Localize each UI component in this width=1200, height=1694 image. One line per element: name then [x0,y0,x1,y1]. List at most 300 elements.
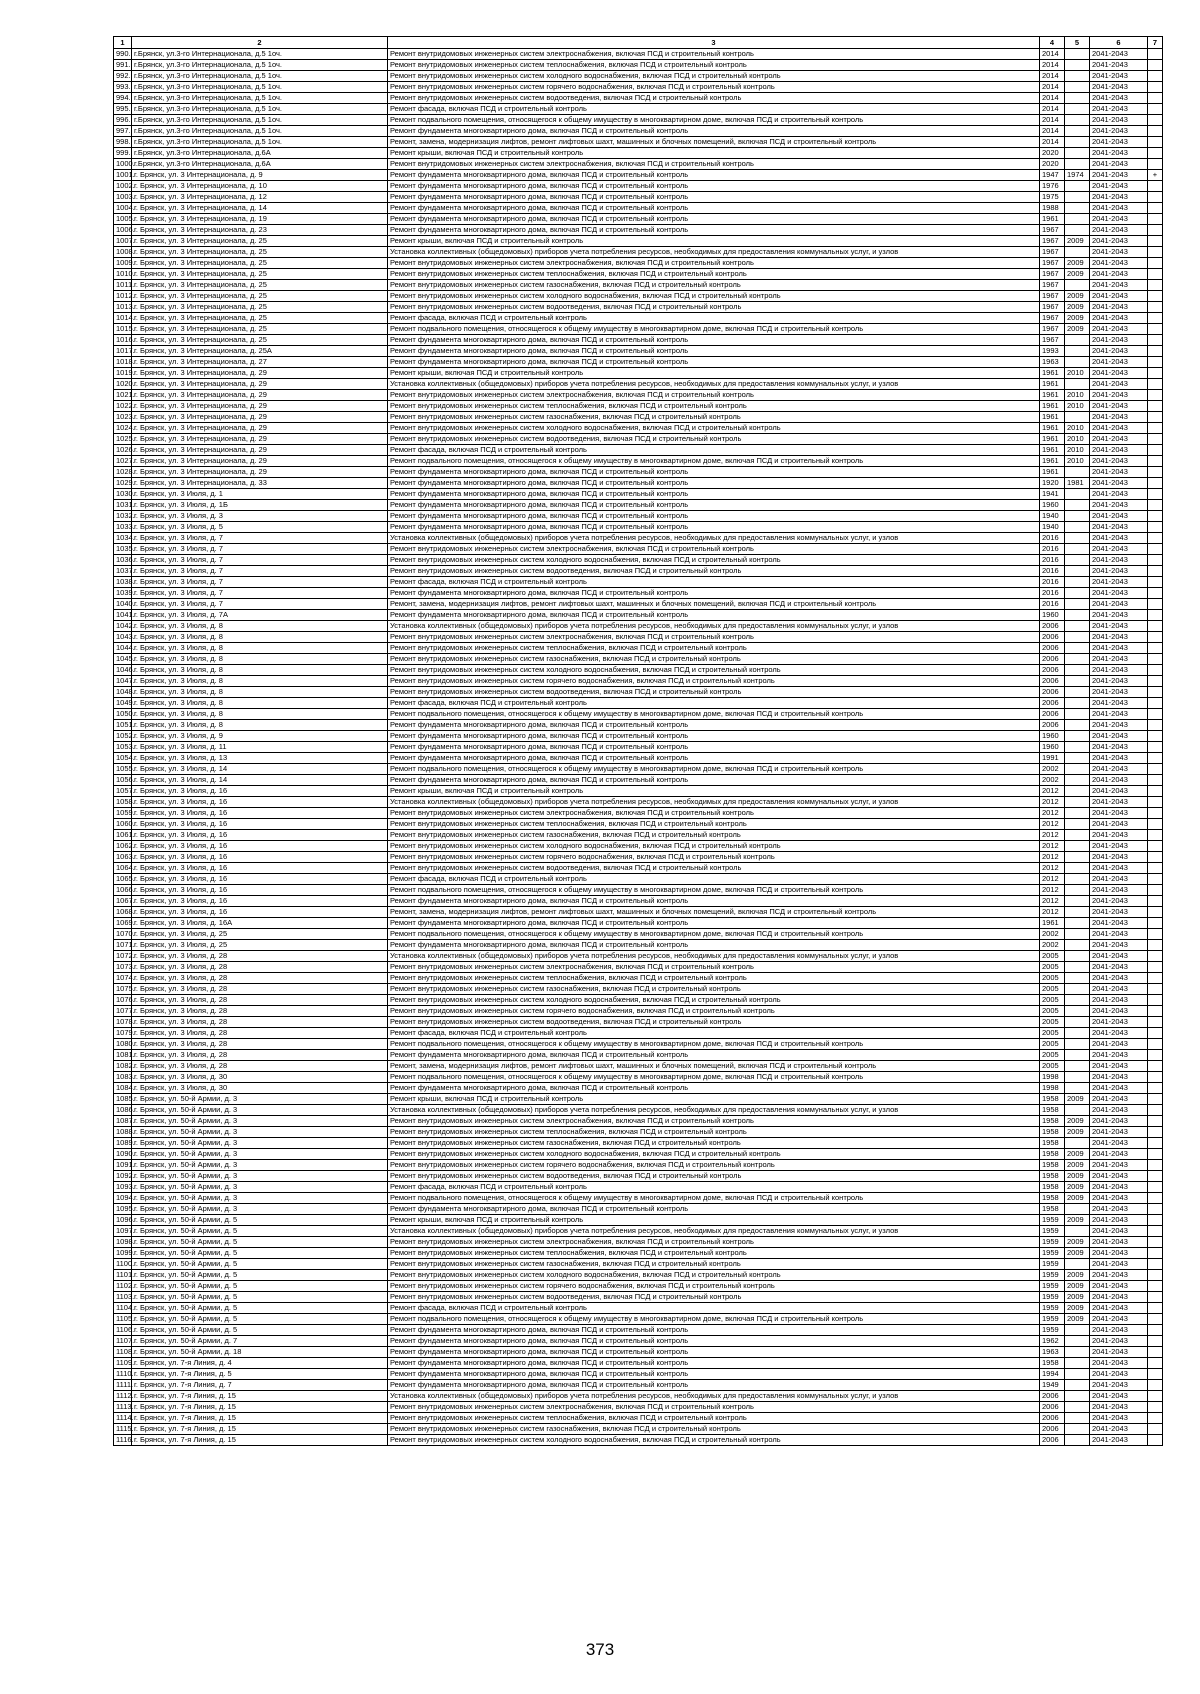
planned-period-cell: 2041-2043 [1090,302,1148,313]
table-row [114,1369,1163,1380]
work-type-cell: Установка коллективных (общедомовых) приборов учета потребления ресурсов, необходимых для предоставления коммунальных услуг, и узлов [388,1226,1040,1237]
work-type-cell: Ремонт внутридомовых инженерных систем холодного водоснабжения, включая ПСД и строительный контроль [388,1435,1040,1446]
planned-period-cell: 2041-2043 [1090,1127,1148,1138]
row-number-cell: 992. [114,71,132,82]
address-cell: г. Брянск, ул. 3 Интернационала, д. 29 [132,423,388,434]
build-year-cell: 2006 [1040,1391,1065,1402]
row-number-cell: 1045. [114,654,132,665]
row-number-cell: 1015. [114,324,132,335]
build-year-cell: 1963 [1040,1347,1065,1358]
mark-cell [1148,1336,1163,1347]
address-cell: г. Брянск, ул. 50-й Армии, д. 3 [132,1149,388,1160]
mark-cell [1148,1281,1163,1292]
row-number-cell: 1038. [114,577,132,588]
table-row [114,445,1163,456]
mark-cell [1148,555,1163,566]
address-cell: г. Брянск, ул. 3 Интернационала, д. 25 [132,324,388,335]
row-number-cell: 1091. [114,1160,132,1171]
row-number-cell: 1081. [114,1050,132,1061]
work-type-cell: Ремонт внутридомовых инженерных систем газоснабжения, включая ПСД и строительный контроль [388,654,1040,665]
planned-period-cell: 2041-2043 [1090,555,1148,566]
planned-period-cell: 2041-2043 [1090,291,1148,302]
build-year-cell: 1959 [1040,1303,1065,1314]
mark-cell [1148,1391,1163,1402]
build-year-cell: 2005 [1040,1028,1065,1039]
address-cell: г. Брянск, ул. 3 Июля, д. 28 [132,1017,388,1028]
planned-period-cell: 2041-2043 [1090,885,1148,896]
address-cell: г. Брянск, ул. 3 Июля, д. 8 [132,687,388,698]
build-year-cell: 1940 [1040,522,1065,533]
table-row [114,907,1163,918]
planned-period-cell: 2041-2043 [1090,1391,1148,1402]
planned-period-cell: 2041-2043 [1090,511,1148,522]
table-row [114,577,1163,588]
row-number-cell: 1014. [114,313,132,324]
planned-period-cell: 2041-2043 [1090,962,1148,973]
address-cell: г. Брянск, ул. 3 Июля, д. 8 [132,654,388,665]
planned-period-cell: 2041-2043 [1090,610,1148,621]
build-year-cell: 2006 [1040,709,1065,720]
repair-year-cell [1065,1259,1090,1270]
table-row [114,1072,1163,1083]
repair-year-cell [1065,720,1090,731]
planned-period-cell: 2041-2043 [1090,1116,1148,1127]
address-cell: г. Брянск, ул. 3 Июля, д. 28 [132,995,388,1006]
build-year-cell: 2016 [1040,555,1065,566]
repair-year-cell: 2009 [1065,236,1090,247]
address-cell: г. Брянск, ул. 3 Интернационала, д. 29 [132,368,388,379]
mark-cell [1148,863,1163,874]
planned-period-cell: 2041-2043 [1090,522,1148,533]
row-number-cell: 1022. [114,401,132,412]
work-type-cell: Ремонт внутридомовых инженерных систем электроснабжения, включая ПСД и строительный контроль [388,390,1040,401]
address-cell: г. Брянск, ул. 50-й Армии, д. 18 [132,1347,388,1358]
repair-year-cell: 2009 [1065,1215,1090,1226]
planned-period-cell: 2041-2043 [1090,137,1148,148]
table-row [114,1061,1163,1072]
build-year-cell: 1962 [1040,1336,1065,1347]
repair-year-cell: 2010 [1065,401,1090,412]
row-number-cell: 1059. [114,808,132,819]
work-type-cell: Ремонт, замена, модернизация лифтов, ремонт лифтовых шахт, машинных и блочных помещений, включая ПСД и строительный контроль [388,907,1040,918]
address-cell: г. Брянск, ул. 7-я Линия, д. 5 [132,1369,388,1380]
table-row [114,1215,1163,1226]
repair-year-cell [1065,489,1090,500]
address-cell: г. Брянск, ул. 50-й Армии, д. 5 [132,1292,388,1303]
row-number-cell: 1085. [114,1094,132,1105]
work-type-cell: Ремонт внутридомовых инженерных систем горячего водоснабжения, включая ПСД и строительный контроль [388,82,1040,93]
planned-period-cell: 2041-2043 [1090,1039,1148,1050]
mark-cell [1148,1380,1163,1391]
build-year-cell: 1961 [1040,412,1065,423]
work-type-cell: Ремонт внутридомовых инженерных систем холодного водоснабжения, включая ПСД и строительный контроль [388,995,1040,1006]
header-cell-4: 4 [1040,37,1065,49]
planned-period-cell: 2041-2043 [1090,951,1148,962]
row-number-cell: 999. [114,148,132,159]
row-number-cell: 1046. [114,665,132,676]
table-row [114,918,1163,929]
work-type-cell: Ремонт подвального помещения, относящегося к общему имуществу в многоквартирном доме, включая ПСД и строительный контроль [388,885,1040,896]
row-number-cell: 1025. [114,434,132,445]
address-cell: г. Брянск, ул. 50-й Армии, д. 3 [132,1182,388,1193]
mark-cell [1148,49,1163,60]
planned-period-cell: 2041-2043 [1090,170,1148,181]
mark-cell [1148,885,1163,896]
planned-period-cell: 2041-2043 [1090,841,1148,852]
address-cell: г. Брянск, ул. 3 Июля, д. 30 [132,1072,388,1083]
work-type-cell: Ремонт фундамента многоквартирного дома, включая ПСД и строительный контроль [388,742,1040,753]
planned-period-cell: 2041-2043 [1090,1435,1148,1446]
table-row [114,1094,1163,1105]
address-cell: г. Брянск, ул. 3 Интернационала, д. 10 [132,181,388,192]
work-type-cell: Ремонт внутридомовых инженерных систем газоснабжения, включая ПСД и строительный контроль [388,280,1040,291]
planned-period-cell: 2041-2043 [1090,1380,1148,1391]
work-type-cell: Ремонт внутридомовых инженерных систем водоотведения, включая ПСД и строительный контроль [388,1171,1040,1182]
table-row [114,313,1163,324]
row-number-cell: 1026. [114,445,132,456]
table-row [114,115,1163,126]
table-row [114,610,1163,621]
work-type-cell: Ремонт крыши, включая ПСД и строительный контроль [388,236,1040,247]
work-type-cell: Ремонт фундамента многоквартирного дома, включая ПСД и строительный контроль [388,467,1040,478]
address-cell: г.Брянск, ул.3-го Интернационала, д.5 1оч. [132,60,388,71]
build-year-cell: 2002 [1040,764,1065,775]
row-number-cell: 1042. [114,621,132,632]
row-number-cell: 1011. [114,280,132,291]
row-number-cell: 1053. [114,742,132,753]
row-number-cell: 1062. [114,841,132,852]
mark-cell [1148,764,1163,775]
address-cell: г. Брянск, ул. 3 Интернационала, д. 25 [132,313,388,324]
repair-year-cell [1065,830,1090,841]
repair-year-cell [1065,379,1090,390]
table-row [114,1259,1163,1270]
planned-period-cell: 2041-2043 [1090,720,1148,731]
repair-year-cell [1065,247,1090,258]
row-number-cell: 1007. [114,236,132,247]
planned-period-cell: 2041-2043 [1090,1072,1148,1083]
planned-period-cell: 2041-2043 [1090,1248,1148,1259]
repair-year-cell [1065,709,1090,720]
planned-period-cell: 2041-2043 [1090,995,1148,1006]
build-year-cell: 1967 [1040,291,1065,302]
mark-cell [1148,71,1163,82]
address-cell: г. Брянск, ул. 3 Июля, д. 16 [132,852,388,863]
repair-year-cell [1065,621,1090,632]
build-year-cell: 2005 [1040,1039,1065,1050]
row-number-cell: 1076. [114,995,132,1006]
row-number-cell: 1105. [114,1314,132,1325]
address-cell: г. Брянск, ул. 3 Июля, д. 28 [132,1050,388,1061]
address-cell: г. Брянск, ул. 3 Июля, д. 1 [132,489,388,500]
row-number-cell: 1101. [114,1270,132,1281]
planned-period-cell: 2041-2043 [1090,874,1148,885]
row-number-cell: 1079. [114,1028,132,1039]
build-year-cell: 1941 [1040,489,1065,500]
address-cell: г. Брянск, ул. 3 Интернационала, д. 29 [132,456,388,467]
row-number-cell: 1070. [114,929,132,940]
address-cell: г. Брянск, ул. 3 Июля, д. 7А [132,610,388,621]
planned-period-cell: 2041-2043 [1090,775,1148,786]
repair-year-cell: 1981 [1065,478,1090,489]
planned-period-cell: 2041-2043 [1090,731,1148,742]
repair-year-cell [1065,71,1090,82]
build-year-cell: 2012 [1040,819,1065,830]
table-row [114,346,1163,357]
table-row [114,1083,1163,1094]
build-year-cell: 1958 [1040,1193,1065,1204]
work-type-cell: Ремонт внутридомовых инженерных систем водоотведения, включая ПСД и строительный контроль [388,687,1040,698]
planned-period-cell: 2041-2043 [1090,1424,1148,1435]
build-year-cell: 1958 [1040,1127,1065,1138]
table-row [114,1281,1163,1292]
work-type-cell: Ремонт фундамента многоквартирного дома, включая ПСД и строительный контроль [388,335,1040,346]
build-year-cell: 2005 [1040,1017,1065,1028]
build-year-cell: 2005 [1040,1006,1065,1017]
work-type-cell: Ремонт внутридомовых инженерных систем электроснабжения, включая ПСД и строительный контроль [388,258,1040,269]
mark-cell [1148,181,1163,192]
header-row [114,37,1163,49]
repair-year-cell [1065,1391,1090,1402]
work-type-cell: Ремонт фундамента многоквартирного дома, включая ПСД и строительный контроль [388,357,1040,368]
work-type-cell: Ремонт внутридомовых инженерных систем горячего водоснабжения, включая ПСД и строительный контроль [388,1281,1040,1292]
row-number-cell: 1044. [114,643,132,654]
work-type-cell: Ремонт внутридомовых инженерных систем холодного водоснабжения, включая ПСД и строительный контроль [388,71,1040,82]
table-row [114,82,1163,93]
work-type-cell: Ремонт фасада, включая ПСД и строительный контроль [388,1182,1040,1193]
row-number-cell: 1094. [114,1193,132,1204]
table-row [114,401,1163,412]
planned-period-cell: 2041-2043 [1090,478,1148,489]
mark-cell [1148,852,1163,863]
planned-period-cell: 2041-2043 [1090,181,1148,192]
mark-cell [1148,1270,1163,1281]
row-number-cell: 996. [114,115,132,126]
mark-cell [1148,1182,1163,1193]
repair-year-cell [1065,1072,1090,1083]
table-row [114,797,1163,808]
repair-year-cell [1065,786,1090,797]
mark-cell [1148,962,1163,973]
build-year-cell: 1959 [1040,1248,1065,1259]
work-type-cell: Ремонт внутридомовых инженерных систем водоотведения, включая ПСД и строительный контроль [388,302,1040,313]
build-year-cell: 1967 [1040,225,1065,236]
mark-cell [1148,1237,1163,1248]
work-type-cell: Ремонт внутридомовых инженерных систем горячего водоснабжения, включая ПСД и строительный контроль [388,676,1040,687]
planned-period-cell: 2041-2043 [1090,1413,1148,1424]
row-number-cell: 1116. [114,1435,132,1446]
header-cell-7: 7 [1148,37,1163,49]
build-year-cell: 1998 [1040,1083,1065,1094]
address-cell: г. Брянск, ул. 3 Интернационала, д. 25 [132,280,388,291]
mark-cell [1148,1105,1163,1116]
build-year-cell: 2016 [1040,566,1065,577]
mark-cell [1148,709,1163,720]
build-year-cell: 2020 [1040,159,1065,170]
repair-year-cell: 2009 [1065,1270,1090,1281]
address-cell: г. Брянск, ул. 3 Июля, д. 16 [132,808,388,819]
address-cell: г. Брянск, ул. 50-й Армии, д. 5 [132,1237,388,1248]
mark-cell [1148,1413,1163,1424]
planned-period-cell: 2041-2043 [1090,1006,1148,1017]
repair-year-cell: 2009 [1065,1171,1090,1182]
address-cell: г. Брянск, ул. 50-й Армии, д. 3 [132,1116,388,1127]
mark-cell [1148,643,1163,654]
work-type-cell: Ремонт, замена, модернизация лифтов, ремонт лифтовых шахт, машинных и блочных помещений, включая ПСД и строительный контроль [388,137,1040,148]
repair-year-cell: 2009 [1065,1116,1090,1127]
table-row [114,764,1163,775]
table-row [114,962,1163,973]
row-number-cell: 1102. [114,1281,132,1292]
repair-year-cell [1065,280,1090,291]
address-cell: г. Брянск, ул. 3 Интернационала, д. 29 [132,379,388,390]
row-number-cell: 1043. [114,632,132,643]
repair-year-cell [1065,1347,1090,1358]
work-type-cell: Ремонт фасада, включая ПСД и строительный контроль [388,104,1040,115]
address-cell: г. Брянск, ул. 3 Июля, д. 16 [132,874,388,885]
table-row [114,1171,1163,1182]
repair-year-cell [1065,731,1090,742]
table-row [114,522,1163,533]
mark-cell [1148,940,1163,951]
planned-period-cell: 2041-2043 [1090,940,1148,951]
row-number-cell: 1072. [114,951,132,962]
work-type-cell: Ремонт подвального помещения, относящегося к общему имуществу в многоквартирном доме, включая ПСД и строительный контроль [388,456,1040,467]
build-year-cell: 2006 [1040,687,1065,698]
address-cell: г. Брянск, ул. 50-й Армии, д. 5 [132,1215,388,1226]
work-type-cell: Ремонт фундамента многоквартирного дома, включая ПСД и строительный контроль [388,181,1040,192]
mark-cell [1148,258,1163,269]
work-type-cell: Ремонт внутридомовых инженерных систем теплоснабжения, включая ПСД и строительный контроль [388,60,1040,71]
table-row [114,808,1163,819]
work-type-cell: Установка коллективных (общедомовых) приборов учета потребления ресурсов, необходимых для предоставления коммунальных услуг, и узлов [388,951,1040,962]
table-row [114,1105,1163,1116]
mark-cell [1148,104,1163,115]
repair-year-cell [1065,1325,1090,1336]
mark-cell [1148,588,1163,599]
address-cell: г. Брянск, ул. 3 Июля, д. 14 [132,775,388,786]
table-row [114,1303,1163,1314]
repair-year-cell [1065,357,1090,368]
table-row [114,720,1163,731]
address-cell: г.Брянск, ул.3-го Интернационала, д.6А [132,148,388,159]
address-cell: г. Брянск, ул. 50-й Армии, д. 5 [132,1314,388,1325]
mark-cell [1148,335,1163,346]
build-year-cell: 2006 [1040,1413,1065,1424]
repair-year-cell: 2009 [1065,1248,1090,1259]
mark-cell [1148,797,1163,808]
planned-period-cell: 2041-2043 [1090,49,1148,60]
planned-period-cell: 2041-2043 [1090,830,1148,841]
address-cell: г. Брянск, ул. 3 Июля, д. 8 [132,720,388,731]
table-row [114,1358,1163,1369]
address-cell: г. Брянск, ул. 50-й Армии, д. 3 [132,1094,388,1105]
repair-year-cell [1065,137,1090,148]
repair-year-cell [1065,918,1090,929]
table-row [114,1402,1163,1413]
build-year-cell: 1975 [1040,192,1065,203]
repair-year-cell [1065,1402,1090,1413]
address-cell: г. Брянск, ул. 3 Июля, д. 8 [132,665,388,676]
build-year-cell: 1958 [1040,1171,1065,1182]
repair-year-cell [1065,203,1090,214]
work-type-cell: Ремонт внутридомовых инженерных систем газоснабжения, включая ПСД и строительный контроль [388,412,1040,423]
planned-period-cell: 2041-2043 [1090,1149,1148,1160]
mark-cell [1148,478,1163,489]
row-number-cell: 1113. [114,1402,132,1413]
address-cell: г.Брянск, ул.3-го Интернационала, д.5 1оч. [132,49,388,60]
table-row [114,203,1163,214]
table-row [114,225,1163,236]
build-year-cell: 2016 [1040,588,1065,599]
mark-cell [1148,533,1163,544]
work-type-cell: Ремонт фундамента многоквартирного дома, включая ПСД и строительный контроль [388,1336,1040,1347]
work-type-cell: Ремонт фундамента многоквартирного дома, включая ПСД и строительный контроль [388,126,1040,137]
address-cell: г. Брянск, ул. 3 Интернационала, д. 29 [132,390,388,401]
mark-cell [1148,1435,1163,1446]
mark-cell [1148,599,1163,610]
table-row [114,643,1163,654]
table-row [114,588,1163,599]
planned-period-cell: 2041-2043 [1090,1226,1148,1237]
table-row [114,885,1163,896]
planned-period-cell: 2041-2043 [1090,533,1148,544]
build-year-cell: 2005 [1040,1061,1065,1072]
repair-year-cell [1065,500,1090,511]
planned-period-cell: 2041-2043 [1090,984,1148,995]
row-number-cell: 1027. [114,456,132,467]
row-number-cell: 1073. [114,962,132,973]
header-cell-2: 2 [132,37,388,49]
row-number-cell: 1040. [114,599,132,610]
table-row [114,929,1163,940]
work-type-cell: Ремонт внутридомовых инженерных систем горячего водоснабжения, включая ПСД и строительный контроль [388,852,1040,863]
table-row [114,1270,1163,1281]
build-year-cell: 1967 [1040,313,1065,324]
address-cell: г. Брянск, ул. 3 Интернационала, д. 25 [132,247,388,258]
build-year-cell: 1947 [1040,170,1065,181]
row-number-cell: 1067. [114,896,132,907]
address-cell: г. Брянск, ул. 3 Интернационала, д. 27 [132,357,388,368]
planned-period-cell: 2041-2043 [1090,1105,1148,1116]
mark-cell [1148,1083,1163,1094]
mark-cell [1148,654,1163,665]
work-type-cell: Ремонт крыши, включая ПСД и строительный контроль [388,1215,1040,1226]
row-number-cell: 991. [114,60,132,71]
row-number-cell: 1032. [114,511,132,522]
build-year-cell: 1959 [1040,1292,1065,1303]
address-cell: г. Брянск, ул. 3 Июля, д. 16А [132,918,388,929]
mark-cell [1148,93,1163,104]
work-type-cell: Ремонт, замена, модернизация лифтов, ремонт лифтовых шахт, машинных и блочных помещений, включая ПСД и строительный контроль [388,599,1040,610]
address-cell: г. Брянск, ул. 3 Интернационала, д. 25 [132,269,388,280]
row-number-cell: 1093. [114,1182,132,1193]
table-row [114,511,1163,522]
table-row [114,478,1163,489]
row-number-cell: 1069. [114,918,132,929]
build-year-cell: 1994 [1040,1369,1065,1380]
work-type-cell: Ремонт внутридомовых инженерных систем газоснабжения, включая ПСД и строительный контроль [388,1424,1040,1435]
repair-year-cell [1065,467,1090,478]
mark-cell [1148,720,1163,731]
planned-period-cell: 2041-2043 [1090,599,1148,610]
planned-period-cell: 2041-2043 [1090,1358,1148,1369]
mark-cell [1148,357,1163,368]
repair-year-cell: 2009 [1065,1292,1090,1303]
build-year-cell: 2012 [1040,830,1065,841]
address-cell: г. Брянск, ул. 3 Июля, д. 16 [132,819,388,830]
build-year-cell: 1959 [1040,1226,1065,1237]
